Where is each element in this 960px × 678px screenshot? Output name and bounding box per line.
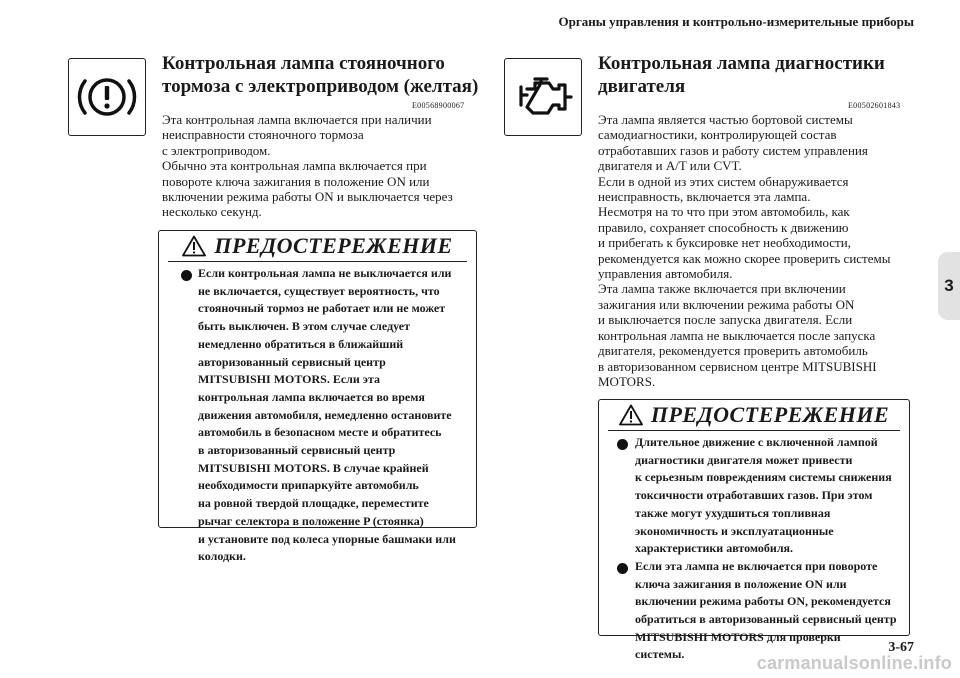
warning-line: немедленно обратиться в ближайший <box>198 336 404 351</box>
warning-box <box>158 230 477 564</box>
chapter-number: 3 <box>944 276 954 295</box>
body-line: в авторизованном сервисном центре MITSUBISHI <box>598 358 877 374</box>
warning-text <box>159 262 476 566</box>
body-line: неисправность, включается эта лампа. <box>598 189 811 205</box>
title-line: тормоза с электроприводом (желтая) <box>162 76 479 97</box>
warning-line: ключа зажигания в положение ON или <box>635 576 847 591</box>
parking-brake-title <box>162 52 478 98</box>
bullet-icon <box>617 563 628 574</box>
watermark: carmanualsonline.info <box>756 653 952 673</box>
warning-line: системы. <box>635 647 685 662</box>
title-line: двигателя <box>598 76 686 97</box>
body-line: зажигания или включении режима работы ON <box>598 296 855 312</box>
body-line: Обычно эта контрольная лампа включается при <box>162 158 427 174</box>
running-header: Органы управления и контрольно-измерительные приборы <box>558 14 914 29</box>
warning-line: характеристики автомобиля. <box>635 541 794 556</box>
warning-line: Длительное движение с включенной лампой <box>635 435 878 449</box>
warning-item <box>635 434 899 558</box>
chapter-tab <box>938 252 960 320</box>
warning-line: авторизованный сервисный центр <box>198 354 386 369</box>
warning-line: Если контрольная лампа не выключается или <box>198 266 452 280</box>
warning-triangle-icon <box>619 404 643 426</box>
warning-header <box>159 231 476 261</box>
body-line: управления автомобиля. <box>598 266 733 282</box>
warning-line: обратиться в авторизованный сервисный центр <box>635 612 897 627</box>
warning-line: к серьезным повреждениям системы снижения <box>635 470 892 485</box>
parking-brake-body <box>162 112 453 220</box>
warning-line: токсичности отработавших газов. При этом <box>635 488 873 503</box>
body-line: двигателя, рекомендуется проверить автомобиль <box>598 343 868 359</box>
body-line: включении режима работы ON и выключается через <box>162 189 453 205</box>
warning-header <box>599 400 909 430</box>
body-line: и прибегать к буксировке нет необходимости, <box>598 235 851 251</box>
body-line: контрольная лампа не выключается после запуска <box>598 327 876 343</box>
title-line: Контрольная лампа стояночного <box>162 53 445 74</box>
warning-text <box>599 431 909 664</box>
warning-line: экономичность и эксплуатационные <box>635 523 834 538</box>
body-line: самодиагностики, контролирующей состав <box>598 127 837 143</box>
page-number: 3-67 <box>888 640 914 655</box>
warning-triangle-icon <box>182 235 206 257</box>
engine-check-icon <box>504 58 582 136</box>
warning-line: включении режима работы ON, рекомендуется <box>635 594 891 609</box>
parking-brake-warning-icon <box>68 58 146 136</box>
body-line: правило, сохраняет способность к движению <box>598 219 849 235</box>
body-line: повороте ключа зажигания в положение ON или <box>162 173 430 189</box>
warning-line: и установите под колеса упорные башмаки или <box>198 531 456 546</box>
warning-line: автомобиль в безопасном месте и обратитесь <box>198 425 442 440</box>
warning-line: MITSUBISHI MOTORS. Если эта <box>198 372 381 387</box>
body-line: с электроприводом. <box>162 142 271 158</box>
body-line: Если в одной из этих систем обнаруживается <box>598 173 849 189</box>
body-line: рекомендуется как можно скорее проверить системы <box>598 250 891 266</box>
warning-line: движения автомобиля, немедленно остановите <box>198 407 452 422</box>
warning-line: также могут ухудшиться топливная <box>635 505 831 520</box>
body-line: MOTORS. <box>598 373 656 389</box>
warning-line: контрольная лампа включается во время <box>198 389 425 404</box>
bullet-icon <box>617 439 628 450</box>
warning-line: в авторизованный сервисный центр <box>198 443 396 458</box>
warning-line: Если эта лампа не включается при повороте <box>635 558 878 573</box>
warning-line: колодки. <box>198 549 246 564</box>
body-line: Эта лампа является частью бортовой системы <box>598 112 853 127</box>
doc-code: E00502601843 <box>848 101 901 110</box>
warning-title: ПРЕДОСТЕРЕЖЕНИЕ <box>214 233 453 258</box>
warning-line: MITSUBISHI MOTORS для проверки <box>635 629 841 644</box>
warning-item <box>198 265 466 566</box>
warning-line: необходимости припаркуйте автомобиль <box>198 478 419 493</box>
warning-line: диагностики двигателя может привести <box>635 452 853 467</box>
body-line: Несмотря на то что при этом автомобиль, как <box>598 204 850 220</box>
body-line: неисправности стояночного тормоза <box>162 127 364 143</box>
engine-diagnostic-title <box>598 52 885 98</box>
body-line: двигателя и A/T или CVT. <box>598 158 742 174</box>
title-line: Контрольная лампа диагностики <box>598 53 885 74</box>
warning-line: рычаг селектора в положение P (стоянка) <box>198 513 424 528</box>
body-line: отработавших газов и работу систем управления <box>598 142 868 158</box>
body-line: Эта лампа также включается при включении <box>598 281 846 297</box>
warning-line: MITSUBISHI MOTORS. В случае крайней <box>198 460 429 475</box>
body-line: Эта контрольная лампа включается при наличии <box>162 112 432 127</box>
warning-line: не включается, существует вероятность, что <box>198 283 440 298</box>
warning-line: стояночный тормоз не работает или не может <box>198 301 446 316</box>
warning-line: на ровной твердой площадке, переместите <box>198 496 429 511</box>
body-line: и выключается после запуска двигателя. Если <box>598 312 853 328</box>
bullet-icon <box>181 270 192 281</box>
doc-code: E00568900067 <box>412 101 465 110</box>
warning-line: быть выключен. В этом случае следует <box>198 319 410 334</box>
body-line: несколько секунд. <box>162 204 262 220</box>
warning-item <box>635 558 899 664</box>
engine-diagnostic-body <box>598 112 890 389</box>
warning-title: ПРЕДОСТЕРЕЖЕНИЕ <box>650 402 890 427</box>
